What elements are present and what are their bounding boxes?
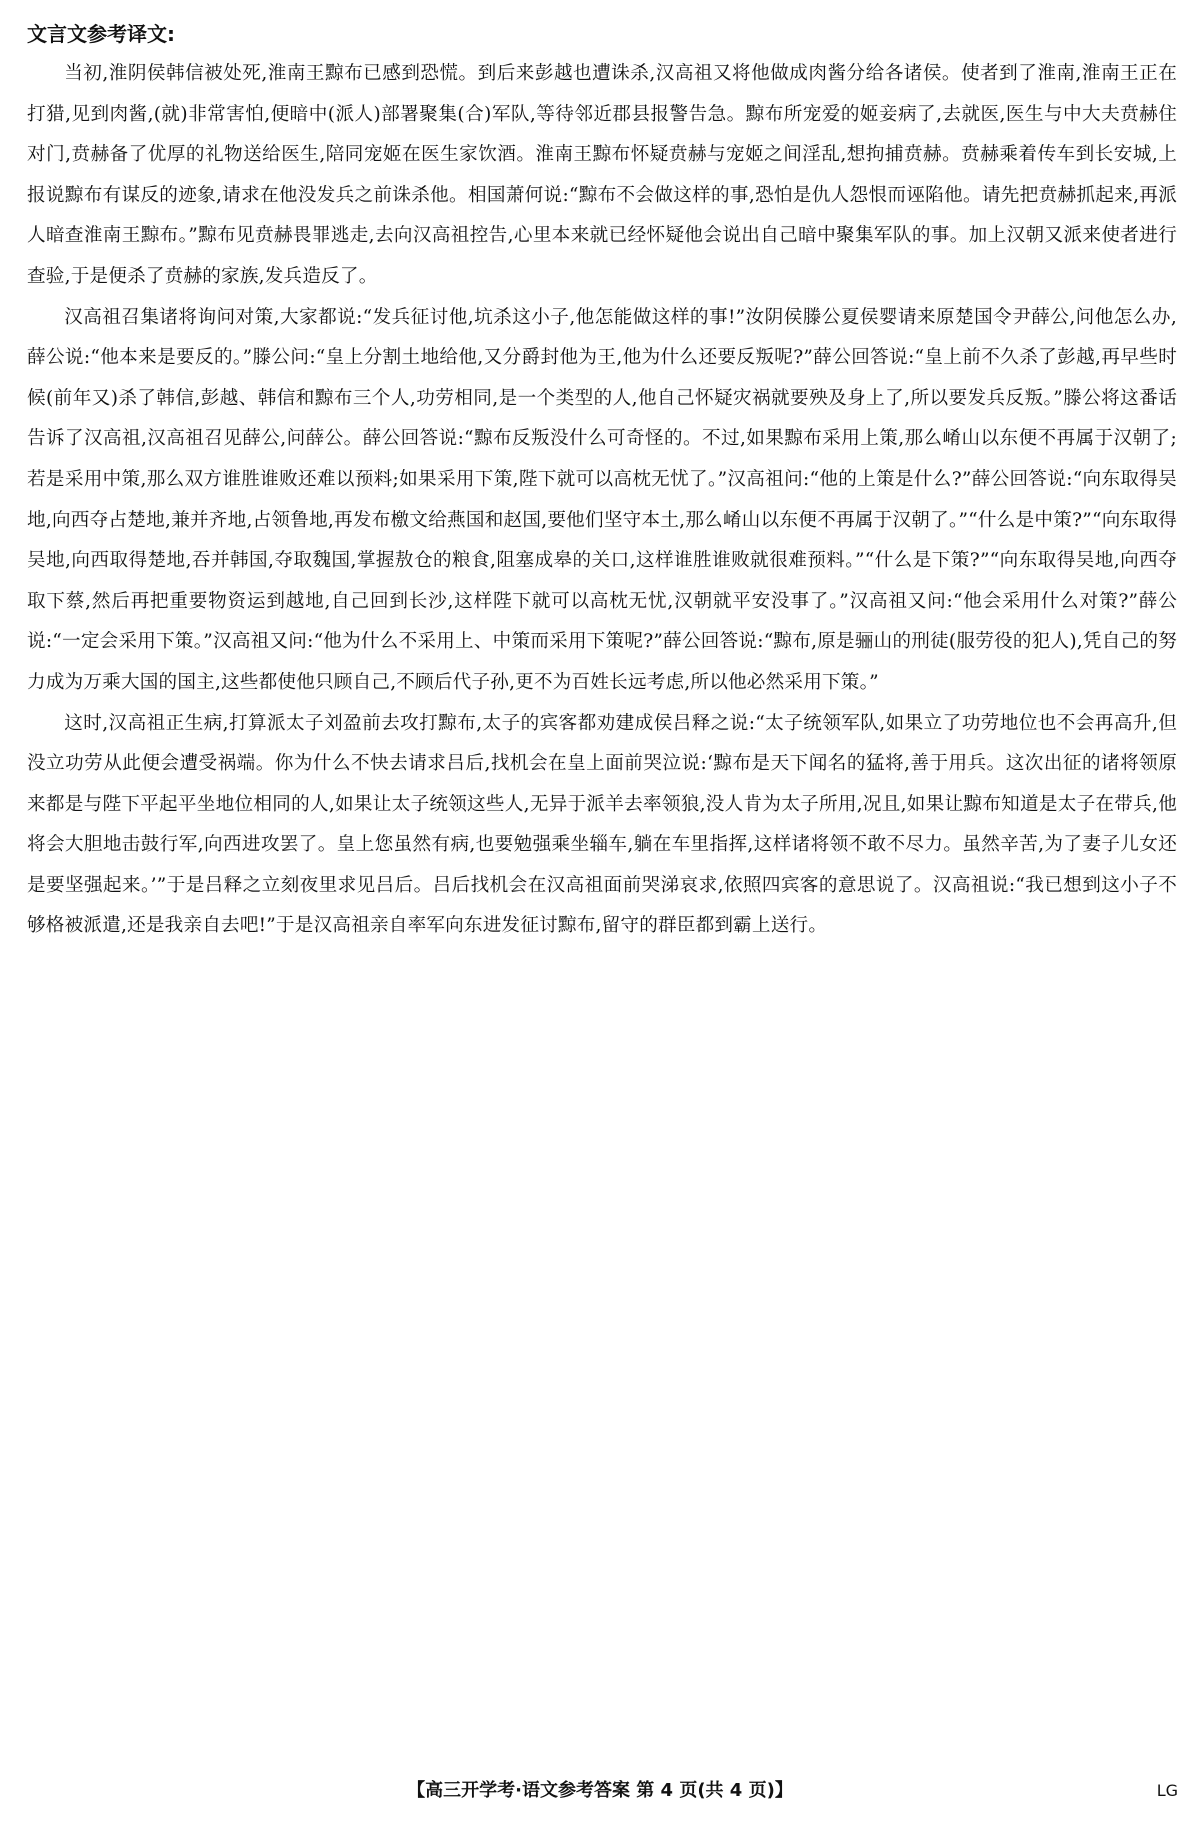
paragraph-3: 这时,汉高祖正生病,打算派太子刘盈前去攻打黥布,太子的宾客都劝建成侯吕释之说:“太子统领军队,如果立了功劳地位也不会再高升,但没立功劳从此便会遭受祸端。你为什么不快去请求吕后,找机会在皇上面前哭泣说:‘黥布是天下闻名的猛将,善于用兵。这次出征的诸将领原来都是与陛下平起平坐地位相同的人,如果让太子统领这些人,无异于派羊去率领狼,没人肯为太子所用,况且,如果让黥布知道是太子在带兵,他将会大胆地击鼓行军,向西进攻罢了。皇上您虽然有病,也要勉强乘坐辎车,躺在车里指挥,这样诸将领不敢不尽力。虽然辛苦,为了妻子儿女还是要坚强起来。’”于是吕释之立刻夜里求见吕后。吕后找机会在汉高祖面前哭涕哀求,依照四宾客的意思说了。汉高祖说:“我已想到这小子不够格被派遣,还是我亲自去吧!”于是汉高祖亲自率军向东进发征讨黥布,留守的群臣都到霸上送行。 bbox=[27, 712, 1177, 937]
paragraph-2: 汉高祖召集诸将询问对策,大家都说:“发兵征讨他,坑杀这小子,他怎能做这样的事!”汝阴侯滕公夏侯婴请来原楚国令尹薛公,问他怎么办,薛公说:“他本来是要反的。”滕公问:“皇上分割土地给他,又分爵封他为王,他为什么还要反叛呢?”薛公回答说:“皇上前不久杀了彭越,再早些时候(前年又)杀了韩信,彭越、韩信和黥布三个人,功劳相同,是一个类型的人,他自己怀疑灾祸就要殃及身上了,所以要发兵反叛。”滕公将这番话告诉了汉高祖,汉高祖召见薛公,问薛公。薛公回答说:“黥布反叛没什么可奇怪的。不过,如果黥布采用上策,那么崤山以东便不再属于汉朝了;若是采用中策,那么双方谁胜谁败还难以预料;如果采用下策,陛下就可以高枕无忧了。”汉高祖问:“他的上策是什么?”薛公回答说:“向东取得吴地,向西夺占楚地,兼并齐地,占领鲁地,再发布檄文给燕国和赵国,要他们坚守本土,那么崤山以东便不再属于汉朝了。”“什么是中策?”“向东取得吴地,向西取得楚地,吞并韩国,夺取魏国,掌握敖仓的粮食,阻塞成皋的关口,这样谁胜谁败就很难预料。”“什么是下策?”“向东取得吴地,向西夺取下蔡,然后再把重要物资运到越地,自己回到长沙,这样陛下就可以高枕无忧,汉朝就平安没事了。”汉高祖又问:“他会采用什么对策?”薛公说:“一定会采用下策。”汉高祖又问:“他为什么不采用上、中策而采用下策呢?”薛公回答说:“黥布,原是骊山的刑徒(服劳役的犯人),凭自己的努力成为万乘大国的国主,这些都使他只顾自己,不顾后代子孙,更不为百姓长远考虑,所以他必然采用下策。” bbox=[27, 306, 1177, 693]
footer-title: 【高三开学考·语文参考答案 第 4 页(共 4 页)】 bbox=[407, 1780, 793, 1801]
section-heading: 文言文参考译文: bbox=[27, 22, 175, 46]
document-body bbox=[27, 18, 1177, 947]
paragraph-1: 当初,淮阴侯韩信被处死,淮南王黥布已感到恐慌。到后来彭越也遭诛杀,汉高祖又将他做成肉酱分给各诸侯。使者到了淮南,淮南王正在打猎,见到肉酱,(就)非常害怕,便暗中(派人)部署聚集(合)军队,等待邻近郡县报警告急。黥布所宠爱的姬妾病了,去就医,医生与中大夫贲赫住对门,贲赫备了优厚的礼物送给医生,陪同宠姬在医生家饮酒。淮南王黥布怀疑贲赫与宠姬之间淫乱,想拘捕贲赫。贲赫乘着传车到长安城,上报说黥布有谋反的迹象,请求在他没发兵之前诛杀他。相国萧何说:“黥布不会做这样的事,恐怕是仇人怨恨而诬陷他。请先把贲赫抓起来,再派人暗查淮南王黥布。”黥布见贲赫畏罪逃走,去向汉高祖控告,心里本来就已经怀疑他会说出自己暗中聚集军队的事。加上汉朝又派来使者进行查验,于是便杀了贲赫的家族,发兵造反了。 bbox=[27, 63, 1177, 287]
page-footer bbox=[0, 1774, 1200, 1808]
footer-code: LG bbox=[1156, 1781, 1178, 1800]
